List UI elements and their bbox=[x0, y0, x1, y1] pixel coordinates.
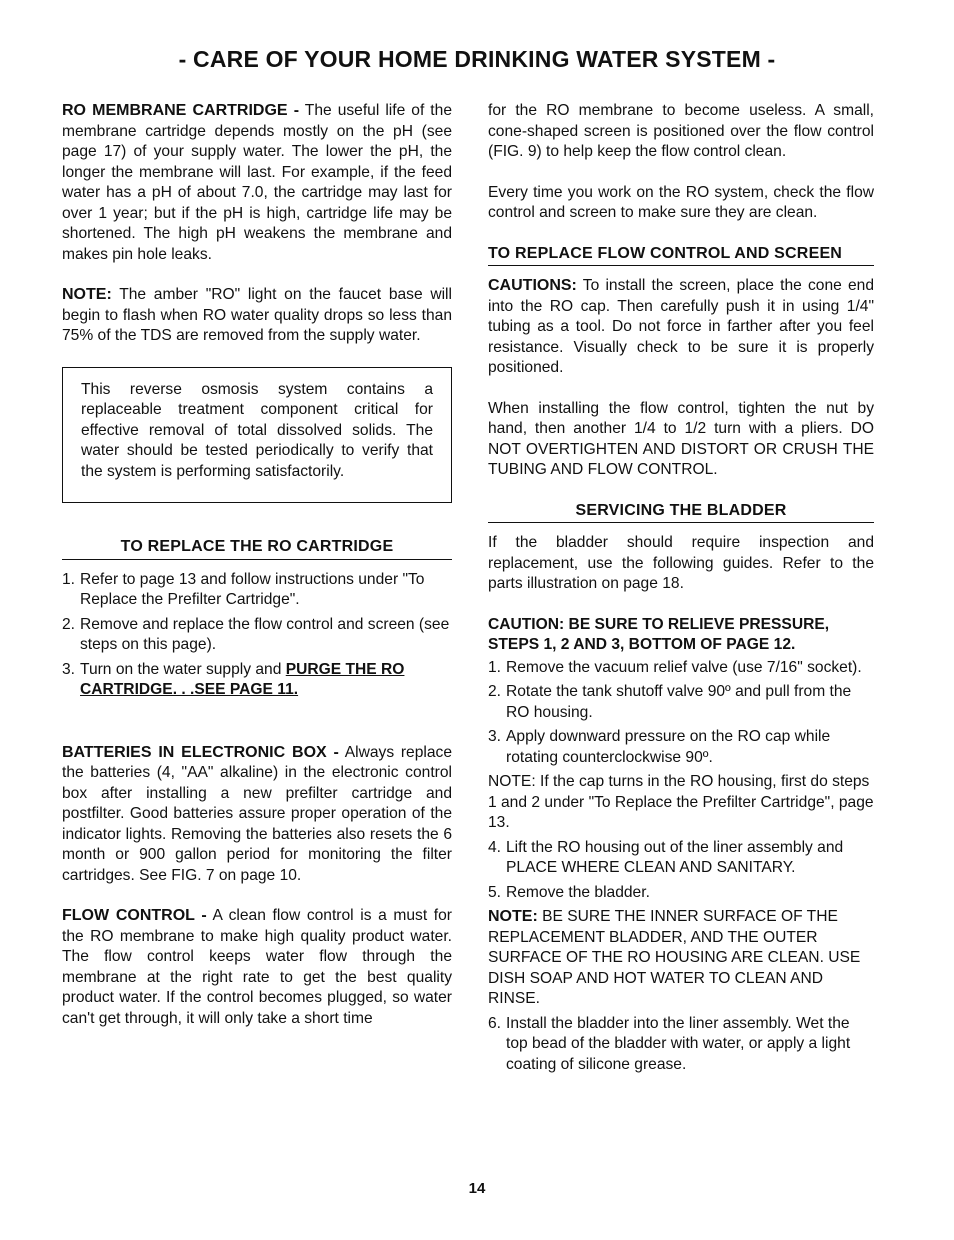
step-text: Lift the RO housing out of the liner assembly and PLACE WHERE CLEAN AND SANITARY. bbox=[506, 838, 844, 876]
step-number: 3. bbox=[488, 728, 502, 745]
notice-text: This reverse osmosis system contains a replaceable treatment component critical for effective removal of total dissolved solids. The water should be tested periodically to verify that the system is performing satisfactorily. bbox=[81, 380, 433, 480]
page-title: - CARE OF YOUR HOME DRINKING WATER SYSTEM - bbox=[178, 46, 776, 72]
note-text: The amber "RO" light on the faucet base will begin to flash when RO water quality drops so less than 75% of the TDS are removed from the supply water. bbox=[62, 286, 452, 344]
list-item bbox=[488, 883, 874, 904]
batteries-paragraph bbox=[62, 743, 452, 887]
flow-control-lead: FLOW CONTROL - bbox=[62, 907, 207, 924]
step-number: 6. bbox=[488, 1014, 502, 1032]
list-item bbox=[62, 660, 452, 701]
step-number: 3. bbox=[62, 660, 76, 678]
step-text: Turn on the water supply and bbox=[80, 660, 286, 678]
bladder-steps-a bbox=[488, 658, 874, 769]
cautions-paragraph bbox=[488, 276, 874, 379]
ro-membrane-lead: RO MEMBRANE CARTRIDGE - bbox=[62, 102, 300, 119]
step-text: Refer to page 13 and follow instructions under "To Replace the Prefilter Cartridge". bbox=[80, 570, 425, 608]
step-number: 1. bbox=[488, 658, 502, 676]
replace-flow-heading: TO REPLACE FLOW CONTROL AND SCREEN bbox=[488, 244, 874, 267]
purge-emphasis: PURGE THE RO CARTRIDGE. . .SEE PAGE 11. bbox=[80, 660, 405, 698]
flow-control-paragraph bbox=[62, 906, 452, 1029]
bladder-note-lead: NOTE: bbox=[488, 908, 538, 925]
page-number: 14 bbox=[468, 1180, 486, 1197]
step-text-wrapper bbox=[80, 660, 452, 701]
ro-membrane-text: The useful life of the membrane cartridge depends mostly on the pH (see page 17) of your supply water. The lower the pH, the longer the membrane will last. For example, if the feed water has a pH of about 7.0, the cartridge may last for over 1 year; but if the pH is high, cartridge life may be shortened. The high pH weakens the membrane and makes pin hole leaks. bbox=[62, 102, 452, 263]
list-item bbox=[488, 658, 874, 679]
list-item bbox=[62, 570, 452, 611]
step-text: Remove the bladder. bbox=[506, 883, 650, 901]
step-number: 4. bbox=[488, 838, 502, 856]
bladder-note bbox=[488, 907, 874, 1010]
install-paragraph: When installing the flow control, tighten the nut by hand, then another 1/4 to 1/2 turn with a pliers. DO NOT OVERTIGHTEN AND DISTORT OR CRUSH THE TUBING AND FLOW CONTROL. bbox=[488, 399, 874, 478]
replace-ro-heading: TO REPLACE THE RO CARTRIDGE bbox=[62, 537, 452, 560]
list-item bbox=[488, 682, 874, 723]
bladder-steps-c bbox=[488, 1014, 874, 1076]
list-item bbox=[488, 1014, 874, 1076]
right-column bbox=[488, 101, 874, 1095]
batteries-text: Always replace the batteries (4, "AA" alkaline) in the electronic control box after installing a new prefilter cartridge and postfilter. Good batteries assure proper operation of the indicator lights. Removing the batteries also resets the 6 month or 900 gallon period for monitoring the filter cartridges. See FIG. 7 on page 10. bbox=[62, 743, 452, 884]
ro-membrane-paragraph bbox=[62, 101, 452, 265]
batteries-lead: BATTERIES IN ELECTRONIC BOX - bbox=[62, 743, 339, 761]
left-column bbox=[62, 101, 452, 1049]
replace-ro-steps bbox=[62, 570, 452, 701]
bladder-note-mid: NOTE: If the cap turns in the RO housing, first do steps 1 and 2 under "To Replace the Prefilter Cartridge", page 13. bbox=[488, 773, 874, 831]
note-paragraph bbox=[62, 285, 452, 347]
bladder-heading: SERVICING THE BLADDER bbox=[488, 501, 874, 524]
flow-control-text: A clean flow control is a must for the RO membrane to make high quality product water. The flow control keeps water flow through the membrane at the right rate to get the best quality product water. If the control becomes plugged, so water can't get through, it will only take a short time bbox=[62, 907, 453, 1027]
bladder-steps-b bbox=[488, 838, 874, 904]
note-lead: NOTE: bbox=[62, 286, 112, 303]
cautions-text: To install the screen, place the cone end into the RO cap. Then carefully push it in using 1/4" tubing as a tool. Do not force in farther after you feel resistance. Visually check to be sure it is properly positioned. bbox=[488, 277, 874, 376]
step-text: Remove and replace the flow control and screen (see steps on this page). bbox=[80, 615, 450, 653]
cautions-lead: CAUTIONS: bbox=[488, 277, 577, 294]
step-text: Install the bladder into the liner assembly. Wet the top bead of the bladder with water, or apply a light coating of silicone grease. bbox=[506, 1014, 851, 1073]
list-item bbox=[62, 615, 452, 656]
bladder-caution: CAUTION: BE SURE TO RELIEVE PRESSURE, STEPS 1, 2 AND 3, BOTTOM OF PAGE 12. bbox=[488, 615, 830, 653]
list-item bbox=[488, 727, 874, 768]
step-number: 5. bbox=[488, 883, 502, 901]
step-number: 2. bbox=[62, 615, 76, 633]
list-item bbox=[488, 838, 874, 879]
bladder-note-text: BE SURE THE INNER SURFACE OF THE REPLACEMENT BLADDER, AND THE OUTER SURFACE OF THE RO HOUSING ARE CLEAN. USE DISH SOAP AND HOT WATER TO CLEAN AND RINSE. bbox=[488, 908, 861, 1007]
step-number: 2. bbox=[488, 683, 502, 700]
notice-box bbox=[62, 367, 452, 504]
step-text: Rotate the tank shutoff valve 90º and pull from the RO housing. bbox=[506, 683, 852, 721]
step-text: Apply downward pressure on the RO cap while rotating counterclockwise 90º. bbox=[506, 728, 831, 766]
flow-control-continued: for the RO membrane to become useless. A small, cone-shaped screen is positioned over the flow control (FIG. 9) to help keep the flow control clean. bbox=[488, 102, 874, 160]
step-text: Remove the vacuum relief valve (use 7/16" socket). bbox=[506, 658, 862, 676]
step-number: 1. bbox=[62, 570, 76, 588]
check-paragraph: Every time you work on the RO system, check the flow control and screen to make sure they are clean. bbox=[488, 183, 874, 221]
bladder-intro: If the bladder should require inspection and replacement, use the following guides. Refer to the parts illustration on page 18. bbox=[488, 534, 874, 592]
